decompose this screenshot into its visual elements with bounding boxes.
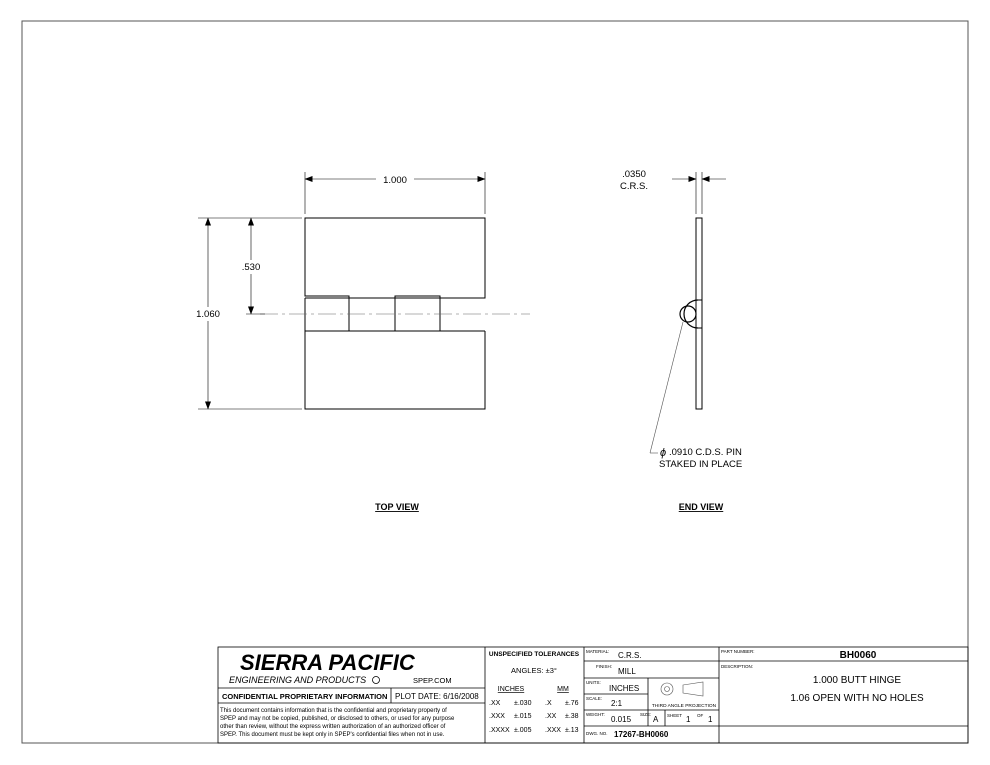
- tol-row2-in-tol: ±.015: [514, 713, 532, 720]
- description-label: DESCRIPTION:: [721, 664, 754, 669]
- tolerances-inches-header: INCHES: [497, 686, 525, 693]
- end-view-pin: [680, 306, 696, 322]
- tol-row1-in-tol: ±.030: [514, 700, 532, 707]
- finish-value: MILL: [618, 667, 636, 676]
- hinge-knuckle-area: [305, 298, 485, 331]
- tol-row1-in-fmt: .XX: [489, 700, 501, 707]
- dim-height-value: 1.060: [196, 309, 220, 320]
- scale-label: SCALE:: [586, 696, 603, 701]
- sheet-label: SHEET: [667, 713, 683, 718]
- dwg-no-value: 17267-BH0060: [614, 730, 669, 739]
- confidential-text-1: This document contains information that is the confidential and proprietary property of: [220, 708, 447, 714]
- top-view: [260, 218, 530, 409]
- sheet-value: 1: [686, 715, 691, 724]
- website: SPEP.COM: [413, 676, 452, 685]
- third-angle-projection-icon: [661, 682, 703, 696]
- tolerances-angles: ANGLES: ±3°: [511, 666, 557, 675]
- end-view-leaf: [696, 218, 702, 409]
- sheet-border: [22, 21, 968, 743]
- dwg-no-label: DWG. NO.: [586, 731, 608, 736]
- tolerances-mm-header: MM: [557, 686, 569, 693]
- projection-label: THIRD ANGLE PROJECTION: [651, 704, 717, 709]
- hinge-outline: [305, 218, 485, 298]
- scale-value: 2:1: [611, 699, 623, 708]
- tol-row1-mm-tol: ±.76: [565, 700, 579, 707]
- end-view-label: END VIEW: [678, 502, 724, 512]
- diameter-symbol: ϕ: [660, 447, 667, 459]
- finish-label: FINISH:: [596, 664, 613, 669]
- confidential-text-2: SPEP and may not be copied, published, or disclosed to others, or used for any purpose: [220, 716, 455, 722]
- top-view-label: TOP VIEW: [375, 502, 419, 512]
- confidential-text-3: other than review, without the express written authorization of an authorized officer of: [220, 724, 446, 730]
- units-value: INCHES: [609, 684, 640, 693]
- tol-row2-mm-tol: ±.38: [565, 713, 579, 720]
- units-label: UNITS:: [586, 680, 601, 685]
- weight-value: 0.015: [611, 715, 632, 724]
- tol-row3-mm-fmt: .XXX: [545, 727, 561, 734]
- tol-row3-in-tol: ±.005: [514, 727, 532, 734]
- pin-leader-line: [650, 322, 683, 453]
- tolerances-header: UNSPECIFIED TOLERANCES: [488, 651, 580, 658]
- end-thickness-value: .0350: [622, 169, 646, 180]
- weight-label: WEIGHT:: [586, 712, 605, 717]
- material-value: C.R.S.: [618, 651, 642, 660]
- pin-note-line-2: STAKED IN PLACE: [659, 459, 743, 470]
- of-label: OF: [697, 713, 704, 718]
- description-line-1: 1.000 BUTT HINGE: [812, 675, 902, 686]
- confidential-header: CONFIDENTIAL PROPRIETARY INFORMATION: [222, 692, 388, 701]
- sheet-total: 1: [708, 715, 713, 724]
- registered-mark-icon: [373, 677, 380, 684]
- plot-date: PLOT DATE: 6/16/2008: [395, 692, 479, 701]
- pin-note-line-1: .0910 C.D.S. PIN: [669, 447, 742, 458]
- size-label: SIZE:: [640, 712, 652, 717]
- end-view: [680, 218, 702, 409]
- description-line-2: 1.06 OPEN WITH NO HOLES: [790, 693, 924, 704]
- top-view-dimensions: [198, 172, 485, 409]
- dim-center-value: .530: [241, 262, 261, 273]
- part-number-value: BH0060: [839, 650, 877, 661]
- tol-row3-in-fmt: .XXXX: [489, 727, 510, 734]
- part-number-label: PART NUMBER:: [721, 649, 755, 654]
- tol-row1-mm-fmt: .X: [545, 700, 552, 707]
- size-value: A: [653, 715, 659, 724]
- tol-row3-mm-tol: ±.13: [565, 727, 579, 734]
- company-subtitle: ENGINEERING AND PRODUCTS: [229, 675, 367, 685]
- dim-width-value: 1.000: [383, 175, 407, 186]
- end-thickness-material: C.R.S.: [620, 181, 648, 192]
- company-name: SIERRA PACIFIC: [240, 650, 415, 675]
- tol-row2-mm-fmt: .XX: [545, 713, 557, 720]
- confidential-text-4: SPEP. This document must be kept only in SPEP's confidential files when not in use.: [220, 732, 445, 738]
- tol-row2-in-fmt: .XXX: [489, 713, 505, 720]
- material-label: MATERIAL:: [586, 649, 610, 654]
- end-view-dimensions: [650, 172, 726, 453]
